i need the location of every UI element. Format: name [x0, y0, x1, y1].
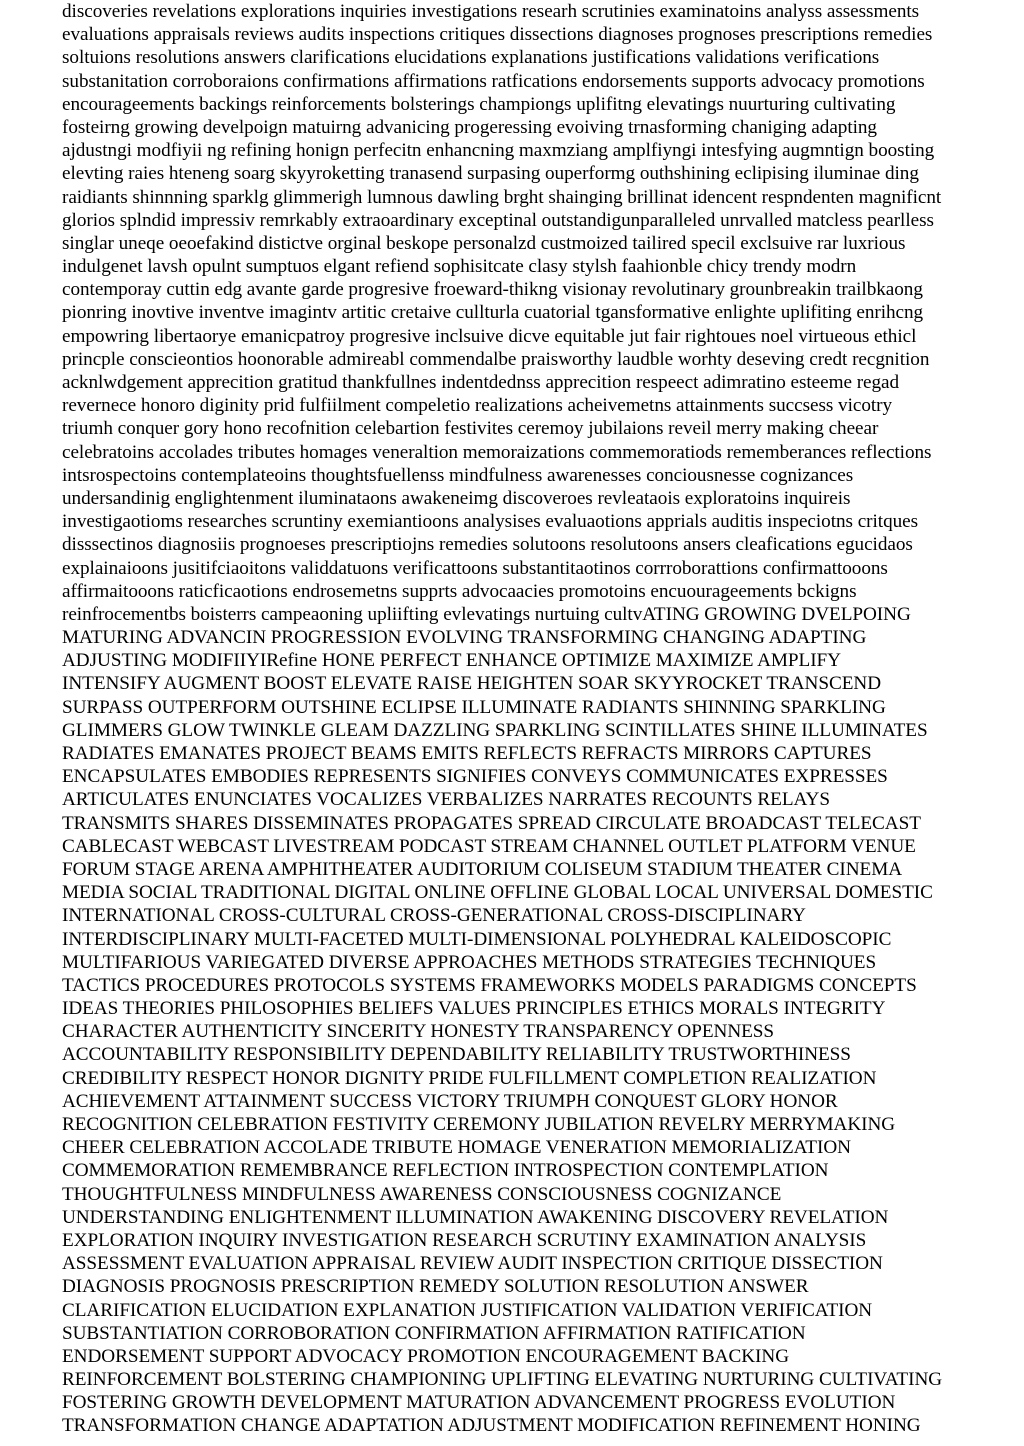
text-line: princple conscieontios hoonorable admireabl commendalbe praisworthy laudble worhty deseving credt recgnition [62, 348, 930, 370]
text-line: undersandinig englightenment iluminataons awakeneimg discoveroes revleataois exploratoins inquireis [62, 487, 851, 509]
text-line: ACHIEVEMENT ATTAINMENT SUCCESS VICTORY TRIUMPH CONQUEST GLORY HONOR [62, 1090, 838, 1112]
text-line: SURPASS OUTPERFORM OUTSHINE ECLIPSE ILLUMINATE RADIANTS SHINNING SPARKLING [62, 696, 886, 718]
text-line: revernece honoro diginity prid fulfiilment compeletio realizations acheivemetns attainments succsess vicotry [62, 395, 893, 417]
text-line: disssectinos diagnosiis prognoeses prescriptiojns remedies solutoons resolutoons ansers cleafications egucidaos [62, 534, 913, 556]
text-line: ARTICULATES ENUNCIATES VOCALIZES VERBALIZES NARRATES RECOUNTS RELAYS [62, 789, 830, 811]
text-line: encourageements backings reinforcements bolsterings championgs uplifitng elevatings nuurturing cultivating [62, 93, 896, 115]
text-line: singlar uneqe oeoefakind distictve orginal beskope personalzd custmoized tailired specil exclsuive rar luxrious [62, 232, 906, 254]
text-line: elevting raies hteneng soarg skyyroketting tranasend surpasing ouperformg outhshining eclipising iluminae ding [62, 163, 919, 185]
text-line: CREDIBILITY RESPECT HONOR DIGNITY PRIDE FULFILLMENT COMPLETION REALIZATION [62, 1067, 877, 1089]
text-line: INTENSIFY AUGMENT BOOST ELEVATE RAISE HEIGHTEN SOAR SKYYROCKET TRANSCEND [62, 673, 882, 695]
text-line: INTERNATIONAL CROSS-CULTURAL CROSS-GENERATIONAL CROSS-DISCIPLINARY [62, 905, 806, 927]
text-line: fosteirng growing develpoign matuirng advanicing progeressing evoiving trnasforming chaniging adapting [62, 116, 877, 138]
text-line: CLARIFICATION ELUCIDATION EXPLANATION JUSTIFICATION VALIDATION VERIFICATION [62, 1299, 873, 1321]
text-line: affirmaitooons raticficaotions endrosemetns supprts advocaacies promotoins encuourageements bckigns [62, 580, 857, 602]
text-line: FOSTERING GROWTH DEVELOPMENT MATURATION ADVANCEMENT PROGRESS EVOLUTION [62, 1392, 896, 1414]
text-line: CABLECAST WEBCAST LIVESTREAM PODCAST STREAM CHANNEL OUTLET PLATFORM VENUE [62, 835, 916, 857]
text-line: explainaioons jusitifciaoitons validdatuons verificattoons substantitaotinos corrroborattions confirmattooons [62, 557, 888, 579]
text-line: DIAGNOSIS PROGNOSIS PRESCRIPTION REMEDY SOLUTION RESOLUTION ANSWER [62, 1276, 809, 1298]
text-line: pionring inovtive inventve imagintv artitic cretaive cullturla cuatorial tgansformative enlighte uplifiting enrihcng [62, 302, 924, 324]
text-line: TACTICS PROCEDURES PROTOCOLS SYSTEMS FRAMEWORKS MODELS PARADIGMS CONCEPTS [62, 974, 917, 996]
text-line: FORUM STAGE ARENA AMPHITHEATER AUDITORIUM COLISEUM STADIUM THEATER CINEMA [62, 858, 903, 880]
text-line: TRANSMITS SHARES DISSEMINATES PROPAGATES SPREAD CIRCULATE BROADCAST TELECAST [62, 812, 921, 834]
text-line: MULTIFARIOUS VARIEGATED DIVERSE APPROACHES METHODS STRATEGIES TECHNIQUES [62, 951, 877, 973]
text-line: celebratoins accolades tributes homages veneraltion memoraizations commemoratiods rememberances reflections [62, 441, 932, 463]
document-page [62, 0, 1024, 1446]
text-line: RECOGNITION CELEBRATION FESTIVITY CEREMONY JUBILATION REVELRY MERRYMAKING [62, 1114, 896, 1135]
text-line: RADIATES EMANATES PROJECT BEAMS EMITS REFLECTS REFRACTS MIRRORS CAPTURES [62, 743, 872, 764]
text-line: ajdustngi modfiyii ng refining honign perfecitn enhancning maxmziang amplfiyngi intesfying augmntign boosting [62, 140, 935, 162]
text-line: substanitation corroboraions confirmations affirmations ratfications endorsements supports advocacy promotions [62, 70, 925, 92]
text-line: raidiants shinnning sparklg glimmerigh lumnous dawling brght shainging brillinat idencent respndenten magnificnt [62, 186, 942, 208]
text-line: reinfrocementbs boisterrs campeaoning upliifting evlevatings nurtuing cultvATING GROWING DVELPOING [62, 603, 911, 625]
text-line: ACCOUNTABILITY RESPONSIBILITY DEPENDABILITY RELIABILITY TRUSTWORTHINESS [62, 1044, 851, 1066]
text-line: acknlwdgement apprecition gratitud thankfullnes indentdednss apprecition respeect adimratino esteeme regad [62, 372, 900, 393]
text-line: REINFORCEMENT BOLSTERING CHAMPIONING UPLIFTING ELEVATING NURTURING CULTIVATING [62, 1369, 943, 1391]
text-line: contemporay cuttin edg avante garde progresive froeward-thikng visionay revolutinary grounbreakin trailbkaong [62, 279, 923, 301]
text-line: glorios splndid impressiv remrkably extraoardinary exceptinal outstandigunparalleled unrvalled matcless pearlless [62, 209, 934, 231]
text-line: CHEER CELEBRATION ACCOLADE TRIBUTE HOMAGE VENERATION MEMORIALIZATION [62, 1137, 851, 1159]
text-line: CHARACTER AUTHENTICITY SINCERITY HONESTY TRANSPARENCY OPENNESS [62, 1021, 775, 1043]
text-line: SUBSTANTIATION CORROBORATION CONFIRMATION AFFIRMATION RATIFICATION [62, 1322, 806, 1344]
text-line: empowring libertaorye emanicpatroy progresive inclsuive dicve equitable jut fair rightoues noel virtueous ethicl [62, 325, 917, 347]
text-line: ENCAPSULATES EMBODIES REPRESENTS SIGNIFIES CONVEYS COMMUNICATES EXPRESSES [62, 766, 888, 788]
text-line: EXPLORATION INQUIRY INVESTIGATION RESEARCH SCRUTINY EXAMINATION ANALYSIS [62, 1229, 867, 1251]
document-body [62, 0, 1024, 1438]
text-line: INTERDISCIPLINARY MULTI-FACETED MULTI-DIMENSIONAL POLYHEDRAL KALEIDOSCOPIC [62, 928, 892, 950]
text-line: triumh conquer gory hono recofnition celebartion festivites ceremoy jubilaions reveil merry making cheear [62, 418, 879, 440]
text-line: investigaotioms researches scruntiny exemiantioons analysises evaluaotions apprials auditis inspeciotns critques [62, 511, 919, 533]
text-line: MEDIA SOCIAL TRADITIONAL DIGITAL ONLINE OFFLINE GLOBAL LOCAL UNIVERSAL DOMESTIC [62, 882, 933, 904]
text-line: soltuions resolutions answers clarifications elucidations explanations justifications validations verifications [62, 47, 880, 69]
text-line: IDEAS THEORIES PHILOSOPHIES BELIEFS VALUES PRINCIPLES ETHICS MORALS INTEGRITY [62, 998, 886, 1020]
text-line: ADJUSTING MODIFIIYIRefine HONE PERFECT ENHANCE OPTIMIZE MAXIMIZE AMPLIFY [62, 650, 841, 672]
text-line: discoveries revelations explorations inquiries investigations researh scrutinies examinatoins analyss assessments [62, 1, 920, 22]
text-line: evaluations appraisals reviews audits inspections critiques dissections diagnoses prognoses prescriptions remedies [62, 24, 933, 46]
text-line: MATURING ADVANCIN PROGRESSION EVOLVING TRANSFORMING CHANGING ADAPTING [62, 627, 867, 649]
text-line: ENDORSEMENT SUPPORT ADVOCACY PROMOTION ENCOURAGEMENT BACKING [62, 1345, 789, 1367]
text-line: intsrospectoins contemplateoins thoughtsfuellenss mindfulness awarenesses conciousnesse cognizances [62, 464, 854, 486]
text-line: COMMEMORATION REMEMBRANCE REFLECTION INTROSPECTION CONTEMPLATION [62, 1160, 829, 1182]
text-line: UNDERSTANDING ENLIGHTENMENT ILLUMINATION AWAKENING DISCOVERY REVELATION [62, 1206, 889, 1228]
text-line: THOUGHTFULNESS MINDFULNESS AWARENESS CONSCIOUSNESS COGNIZANCE [62, 1183, 782, 1205]
text-line: TRANSFORMATION CHANGE ADAPTATION ADJUSTMENT MODIFICATION REFINEMENT HONING [62, 1415, 921, 1437]
text-line: ASSESSMENT EVALUATION APPRAISAL REVIEW AUDIT INSPECTION CRITIQUE DISSECTION [62, 1253, 883, 1275]
text-line: indulgenet lavsh opulnt sumptuos elgant refiend sophisitcate clasy stylsh faahionble chicy trendy modrn [62, 256, 857, 278]
text-line: GLIMMERS GLOW TWINKLE GLEAM DAZZLING SPARKLING SCINTILLATES SHINE ILLUMINATES [62, 719, 928, 741]
